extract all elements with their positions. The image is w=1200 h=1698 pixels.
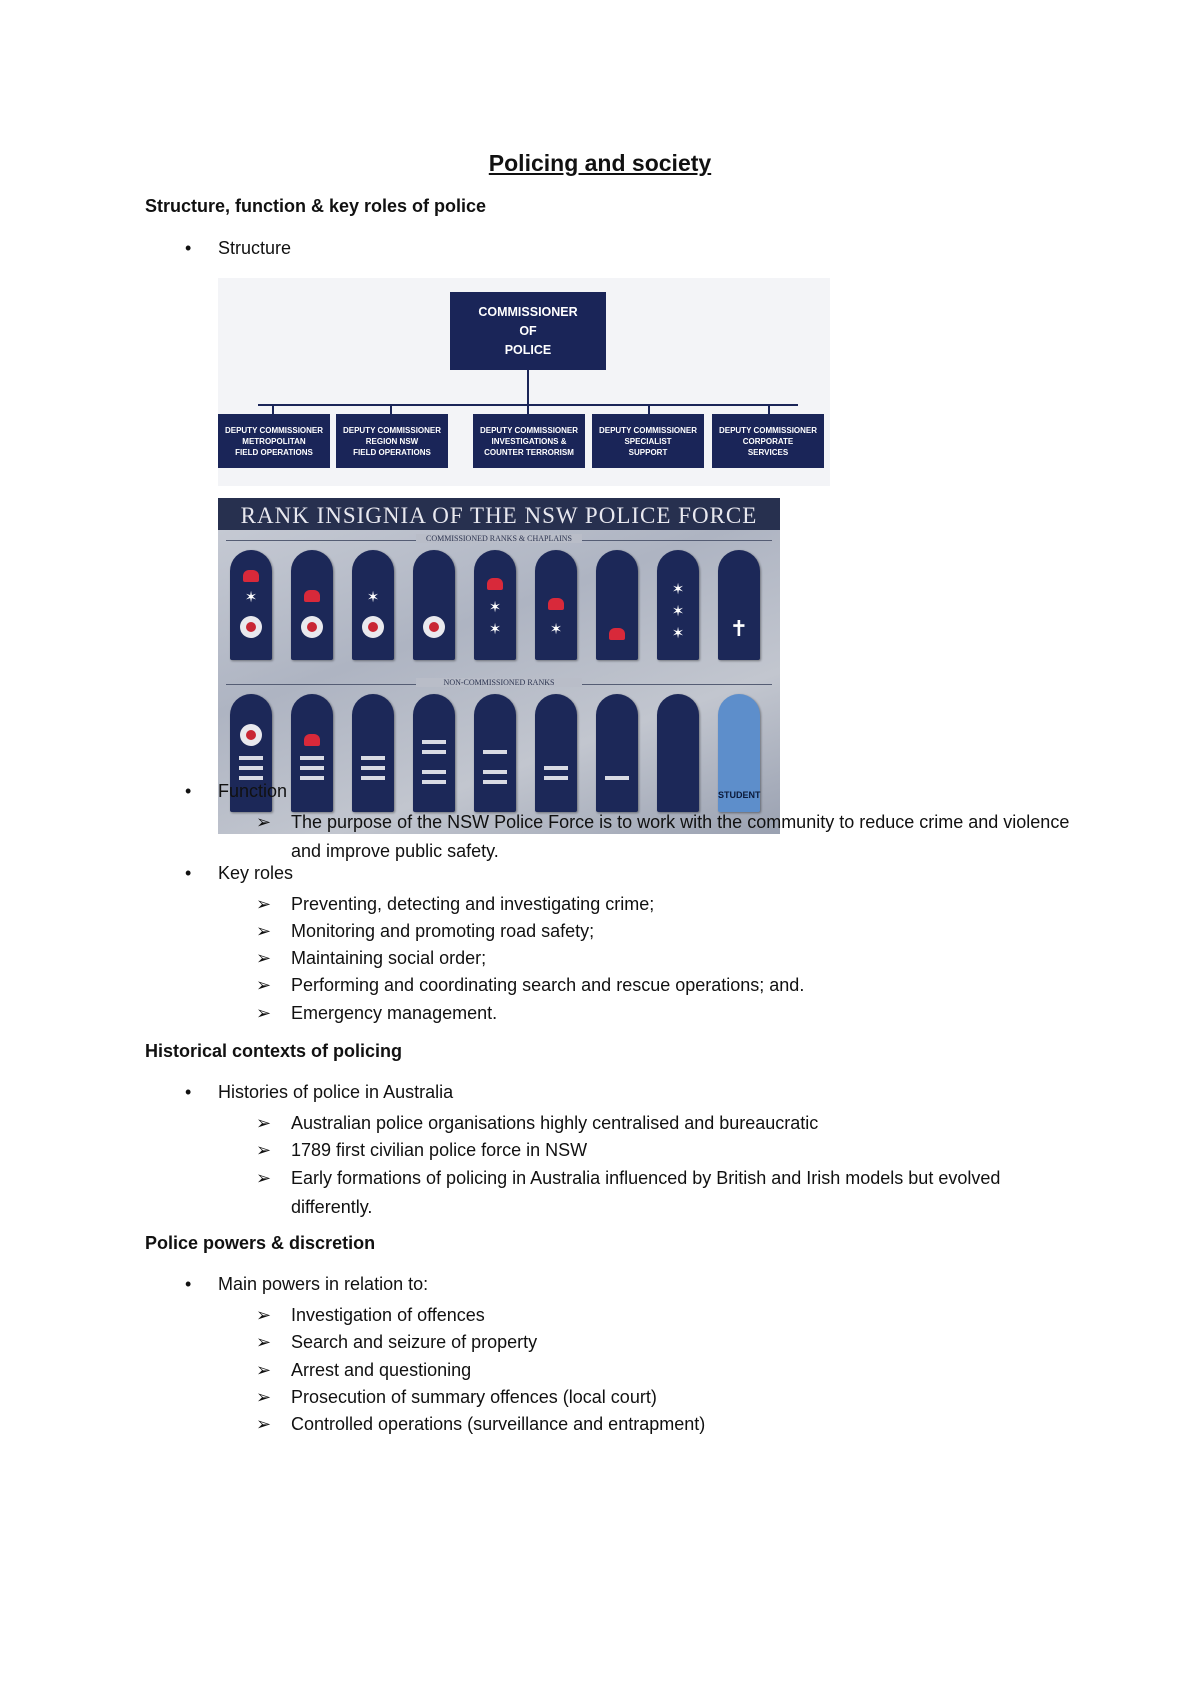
- deputy-line: FIELD OPERATIONS: [353, 447, 431, 457]
- arrow-icon: ➢: [256, 1387, 272, 1407]
- bullet-label: Main powers in relation to:: [218, 1274, 429, 1294]
- bullet-icon: •: [185, 1274, 192, 1294]
- bullet-icon: •: [185, 1082, 192, 1102]
- deputy-line: CORPORATE: [742, 436, 794, 446]
- arrow-icon: ➢: [256, 1113, 272, 1133]
- list-item-text: Early formations of policing in Australia influenced by British and Irish models but evolved differently.: [291, 1168, 1001, 1217]
- list-item-text: Monitoring and promoting road safety;: [291, 921, 595, 941]
- list-item-text: Preventing, detecting and investigating crime;: [291, 894, 655, 914]
- deputy-line: DEPUTY COMMISSIONER: [224, 425, 324, 435]
- list-item-text: Controlled operations (surveillance and entrapment): [291, 1414, 706, 1434]
- commissioner-box: [450, 292, 606, 370]
- epaulette-constable: [596, 694, 638, 812]
- arrow-icon: ➢: [256, 948, 272, 968]
- commissioned-divider: [226, 535, 772, 545]
- deputy-line: INVESTIGATIONS &: [491, 436, 567, 446]
- deputy-line: DEPUTY COMMISSIONER: [598, 425, 698, 435]
- list-item-text: Arrest and questioning: [291, 1360, 472, 1380]
- epaulette-commissioner: ✶: [230, 550, 272, 660]
- connector-line: [768, 404, 770, 414]
- commissioner-line: COMMISSIONER: [478, 304, 578, 319]
- deputy-line: COUNTER TERRORISM: [484, 447, 574, 457]
- epaulette-student: [718, 694, 760, 812]
- deputy-line: DEPUTY COMMISSIONER: [479, 425, 579, 435]
- epaulette-sergeant: [352, 694, 394, 812]
- section-heading-structure: Structure, function & key roles of police: [145, 196, 487, 216]
- bullet-label: Structure: [218, 238, 292, 258]
- arrow-icon: ➢: [256, 921, 272, 941]
- epaulette-senior-constable: [474, 694, 516, 812]
- bullet-label: Key roles: [218, 863, 294, 883]
- epaulette-commissioned-rank: [413, 550, 455, 660]
- arrow-icon: ➢: [256, 975, 272, 995]
- commissioner-line: POLICE: [504, 342, 552, 357]
- deputy-line: REGION NSW: [365, 436, 419, 446]
- insignia-title: RANK INSIGNIA OF THE NSW POLICE FORCE: [240, 503, 758, 528]
- arrow-icon: ➢: [256, 894, 272, 914]
- bullet-label: Function: [218, 781, 288, 801]
- deputy-box: [712, 414, 824, 468]
- commissioner-line: OF: [519, 323, 537, 338]
- bullet-icon: •: [185, 863, 192, 883]
- epaulette-superintendent: ✶: [535, 550, 577, 660]
- non-commissioned-divider: [226, 679, 772, 689]
- deputy-box: [336, 414, 448, 468]
- arrow-icon: ➢: [256, 1414, 272, 1434]
- connector-line: [272, 404, 274, 414]
- bullet-label: Histories of police in Australia: [218, 1082, 454, 1102]
- list-item-text: The purpose of the NSW Police Force is to work with the community to reduce crime and violence and improve public safety.: [291, 812, 1070, 861]
- bullet-icon: •: [185, 781, 192, 801]
- deputy-box: [592, 414, 704, 468]
- list-item-text: Performing and coordinating search and rescue operations; and.: [291, 975, 805, 995]
- arrow-icon: ➢: [256, 1140, 272, 1160]
- arrow-icon: ➢: [256, 1003, 272, 1023]
- connector-line: [390, 404, 392, 414]
- bullet-icon: •: [185, 238, 192, 258]
- deputy-line: DEPUTY COMMISSIONER: [342, 425, 442, 435]
- arrow-icon: ➢: [256, 1332, 272, 1352]
- deputy-line: FIELD OPERATIONS: [235, 447, 313, 457]
- epaulette-chief-superintendent: ✶ ✶: [474, 550, 516, 660]
- list-item-text: Australian police organisations highly centralised and bureaucratic: [291, 1113, 819, 1133]
- epaulette-assistant-commissioner: ✶: [352, 550, 394, 660]
- deputy-line: METROPOLITAN: [242, 436, 306, 446]
- epaulette-inspector: ✶ ✶ ✶: [657, 550, 699, 660]
- deputy-box: [218, 414, 330, 468]
- list-item-text: 1789 first civilian police force in NSW: [291, 1140, 588, 1160]
- deputy-box: [473, 414, 585, 468]
- epaulette-leading-senior-constable: [413, 694, 455, 812]
- epaulette-chief-inspector: [596, 550, 638, 660]
- list-item-text: Emergency management.: [291, 1003, 498, 1023]
- deputy-line: DEPUTY COMMISSIONER: [718, 425, 818, 435]
- arrow-icon: ➢: [256, 1360, 272, 1380]
- list-item-text: Investigation of offences: [291, 1305, 485, 1325]
- section-heading-powers: Police powers & discretion: [145, 1233, 376, 1253]
- connector-line: [527, 370, 529, 404]
- page-title: Policing and society: [488, 150, 712, 176]
- deputy-line: SERVICES: [747, 447, 789, 457]
- list-item-text: Search and seizure of property: [291, 1332, 538, 1352]
- epaulette-chaplain: [718, 550, 760, 660]
- arrow-icon: ➢: [256, 1168, 272, 1188]
- arrow-icon: ➢: [256, 1305, 272, 1325]
- insignia-title-bar: [218, 498, 780, 530]
- cross-icon: ✝: [729, 616, 749, 641]
- epaulette-probationary-constable: [657, 694, 699, 812]
- deputy-line: SPECIALIST: [624, 436, 672, 446]
- connector-line: [648, 404, 650, 414]
- arrow-icon: ➢: [256, 812, 272, 832]
- commissioned-label: COMMISSIONED RANKS & CHAPLAINS: [416, 534, 582, 543]
- rank-insignia-image: [218, 498, 780, 834]
- list-item-text: Maintaining social order;: [291, 948, 487, 968]
- connector-line: [527, 404, 529, 414]
- epaulette-incremental-sergeant: [291, 694, 333, 812]
- org-chart: [218, 278, 830, 486]
- list-item-text: Prosecution of summary offences (local court): [291, 1387, 657, 1407]
- non-commissioned-label: NON-COMMISSIONED RANKS: [416, 678, 582, 687]
- epaulette-senior-constable-2: [535, 694, 577, 812]
- deputy-line: SUPPORT: [628, 447, 668, 457]
- section-heading-historical: Historical contexts of policing: [145, 1041, 403, 1061]
- student-label: STUDENT: [718, 790, 761, 800]
- epaulette-deputy-commissioner: [291, 550, 333, 660]
